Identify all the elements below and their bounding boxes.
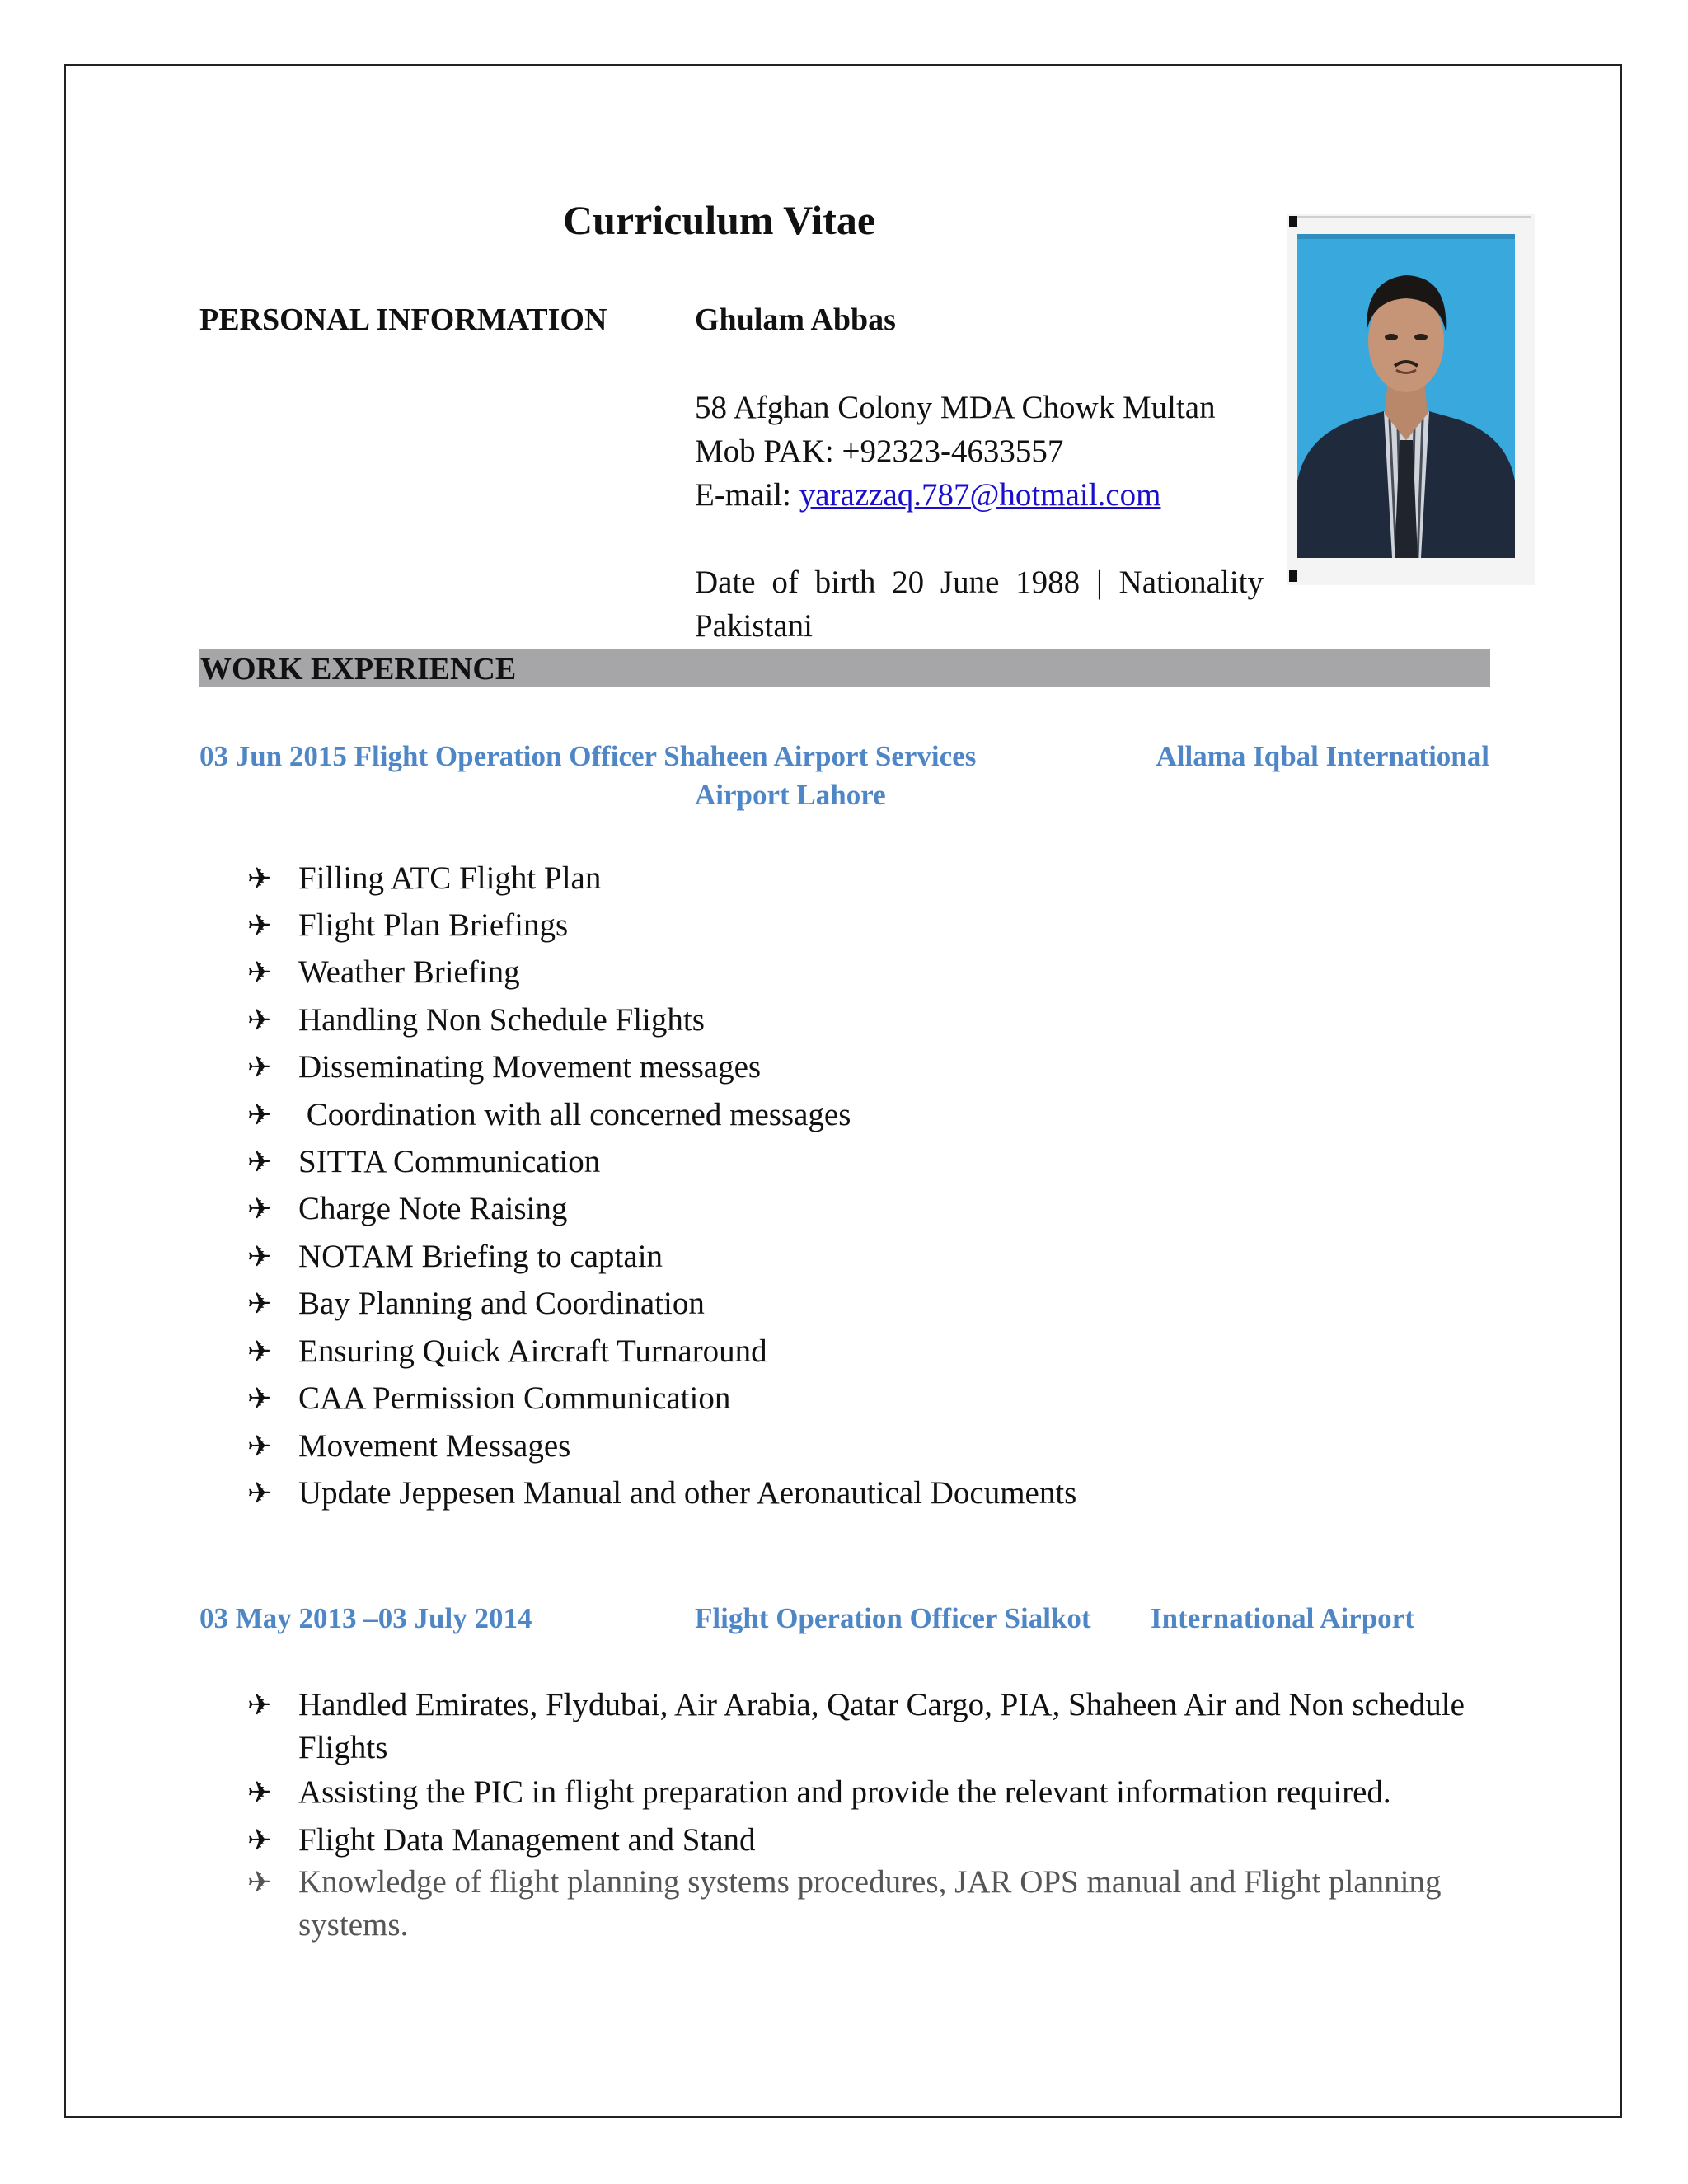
airplane-icon: ✈ <box>247 1099 273 1132</box>
list-item: ✈ Movement Messages <box>247 1428 571 1464</box>
airplane-icon: ✈ <box>247 1824 273 1858</box>
job1-header <box>199 740 1489 773</box>
list-item: ✈ SITTA Communication <box>247 1144 601 1179</box>
personal-info-label: PERSONAL INFORMATION <box>199 302 607 337</box>
list-item: ✈ Coordination with all concerned messages <box>247 1097 851 1132</box>
airplane-icon: ✈ <box>247 1776 273 1810</box>
airplane-icon: ✈ <box>247 1382 273 1416</box>
list-item: ✈ Knowledge of flight planning systems procedures, JAR OPS manual and Flight planning systems. <box>247 1864 1442 1943</box>
address-line: 58 Afghan Colony MDA Chowk Multan <box>695 390 1216 425</box>
job1-title: 03 Jun 2015 Flight Operation Officer Shaheen Airport Services <box>199 740 977 772</box>
airplane-icon: ✈ <box>247 956 273 990</box>
airplane-icon: ✈ <box>247 1287 273 1321</box>
job2-title: Flight Operation Officer Sialkot <box>695 1602 1091 1634</box>
mobile-line: Mob PAK: +92323-4633557 <box>695 434 1064 469</box>
email-link[interactable]: yarazzaq.787@hotmail.com <box>799 477 1161 513</box>
list-item: ✈ Weather Briefing <box>247 954 520 990</box>
list-item: ✈ Handling Non Schedule Flights <box>247 1002 705 1038</box>
list-item: ✈ Update Jeppesen Manual and other Aeronautical Documents <box>247 1475 1077 1511</box>
list-item: ✈ CAA Permission Communication <box>247 1380 731 1416</box>
airplane-icon: ✈ <box>247 1866 273 1900</box>
list-item: ✈ Bay Planning and Coordination <box>247 1286 705 1321</box>
list-item: ✈ Ensuring Quick Aircraft Turnaround <box>247 1333 767 1369</box>
list-item: ✈ Filling ATC Flight Plan <box>247 860 602 896</box>
work-experience-heading: WORK EXPERIENCE <box>200 652 517 687</box>
airplane-icon: ✈ <box>247 909 273 943</box>
profile-photo <box>1297 234 1515 558</box>
photo-corner-mark <box>1289 216 1297 227</box>
list-item: ✈ Assisting the PIC in flight preparation and provide the relevant information required. <box>247 1774 1391 1810</box>
airplane-icon: ✈ <box>247 1051 273 1085</box>
job2-dates: 03 May 2013 –03 July 2014 <box>199 1602 532 1634</box>
airplane-icon: ✈ <box>247 1004 273 1038</box>
job1-place: Allama Iqbal International <box>1156 740 1489 772</box>
airplane-icon: ✈ <box>247 1689 273 1722</box>
list-item: ✈ NOTAM Briefing to captain <box>247 1239 663 1274</box>
list-item: ✈ Charge Note Raising <box>247 1191 568 1226</box>
list-item: ✈ Flight Plan Briefings <box>247 907 569 943</box>
airplane-icon: ✈ <box>247 1193 273 1226</box>
list-item: ✈ Flight Data Management and Stand <box>247 1822 756 1858</box>
dob-nationality: Date of birth 20 June 1988 | Nationality Pakistani <box>695 565 1264 644</box>
airplane-icon: ✈ <box>247 1477 273 1511</box>
airplane-icon: ✈ <box>247 1430 273 1464</box>
airplane-icon: ✈ <box>247 1240 273 1274</box>
photo-border-line <box>1297 216 1531 218</box>
job1-place-cont: Airport Lahore <box>695 779 886 811</box>
photo-corner-mark <box>1289 570 1297 582</box>
job2-place: International Airport <box>1151 1602 1414 1634</box>
email-line <box>695 476 1160 513</box>
email-label: E-mail: <box>695 477 799 513</box>
candidate-name: Ghulam Abbas <box>695 302 896 337</box>
airplane-icon: ✈ <box>247 862 273 896</box>
list-item: ✈ Disseminating Movement messages <box>247 1049 762 1085</box>
airplane-icon: ✈ <box>247 1335 273 1369</box>
document-title: Curriculum Vitae <box>563 197 876 243</box>
airplane-icon: ✈ <box>247 1146 273 1179</box>
list-item: ✈ Handled Emirates, Flydubai, Air Arabia, Qatar Cargo, PIA, Shaheen Air and Non schedule Flights <box>247 1687 1465 1765</box>
